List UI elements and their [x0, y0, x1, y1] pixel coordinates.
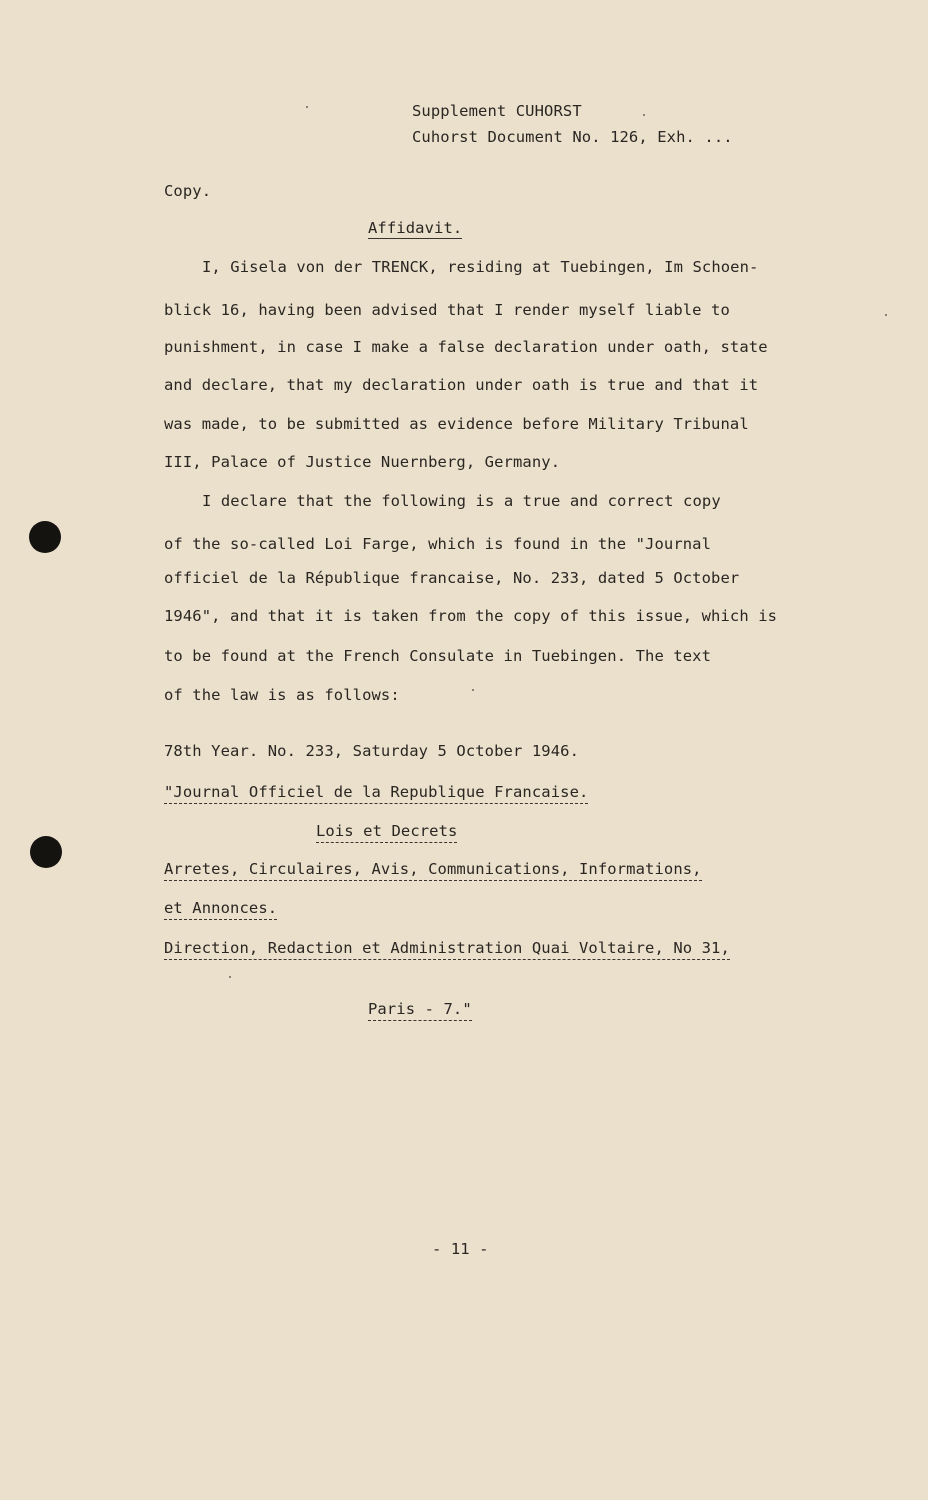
- para1-line4: and declare, that my declaration under oath is true and that it: [164, 376, 759, 394]
- affidavit-title: Affidavit.: [368, 219, 463, 237]
- para1-line5: was made, to be submitted as evidence before Military Tribunal: [164, 415, 749, 433]
- journal-title-line: "Journal Officiel de la Republique Francaise.: [164, 783, 588, 804]
- paper-speck: [885, 314, 887, 316]
- paper-speck: [306, 106, 308, 108]
- journal-annonces-line: et Annonces.: [164, 899, 277, 920]
- paper-speck: [472, 689, 474, 691]
- journal-date-line: 78th Year. No. 233, Saturday 5 October 1946.: [164, 742, 579, 760]
- punch-hole-bottom: [30, 836, 62, 868]
- paper-speck: [643, 114, 645, 116]
- journal-arretes-line: Arretes, Circulaires, Avis, Communications, Informations,: [164, 860, 702, 881]
- para2-line6: of the law is as follows:: [164, 686, 400, 704]
- para2-line1: I declare that the following is a true and correct copy: [202, 492, 721, 510]
- punch-hole-top: [29, 521, 61, 553]
- header-supplement: Supplement CUHORST: [412, 102, 582, 120]
- para2-line3: officiel de la République francaise, No. 233, dated 5 October: [164, 569, 740, 587]
- para1-line2: blick 16, having been advised that I render myself liable to: [164, 301, 730, 319]
- paper-speck: [229, 976, 231, 978]
- para1-line3: punishment, in case I make a false declaration under oath, state: [164, 338, 768, 356]
- para1-line1: I, Gisela von der TRENCK, residing at Tuebingen, Im Schoen-: [202, 258, 759, 276]
- para2-line5: to be found at the French Consulate in Tuebingen. The text: [164, 647, 712, 665]
- page-number: - 11 -: [432, 1240, 489, 1258]
- journal-paris-line: Paris - 7.": [368, 1000, 472, 1021]
- para2-line2: of the so-called Loi Farge, which is found in the "Journal: [164, 535, 712, 553]
- copy-label: Copy.: [164, 182, 212, 200]
- para2-line4: 1946", and that it is taken from the copy of this issue, which is: [164, 607, 778, 625]
- journal-direction-line: Direction, Redaction et Administration Quai Voltaire, No 31,: [164, 939, 730, 960]
- para1-line6: III, Palace of Justice Nuernberg, Germany.: [164, 453, 561, 471]
- header-document-number: Cuhorst Document No. 126, Exh. ...: [412, 128, 733, 146]
- journal-lois-decrets: Lois et Decrets: [316, 822, 457, 843]
